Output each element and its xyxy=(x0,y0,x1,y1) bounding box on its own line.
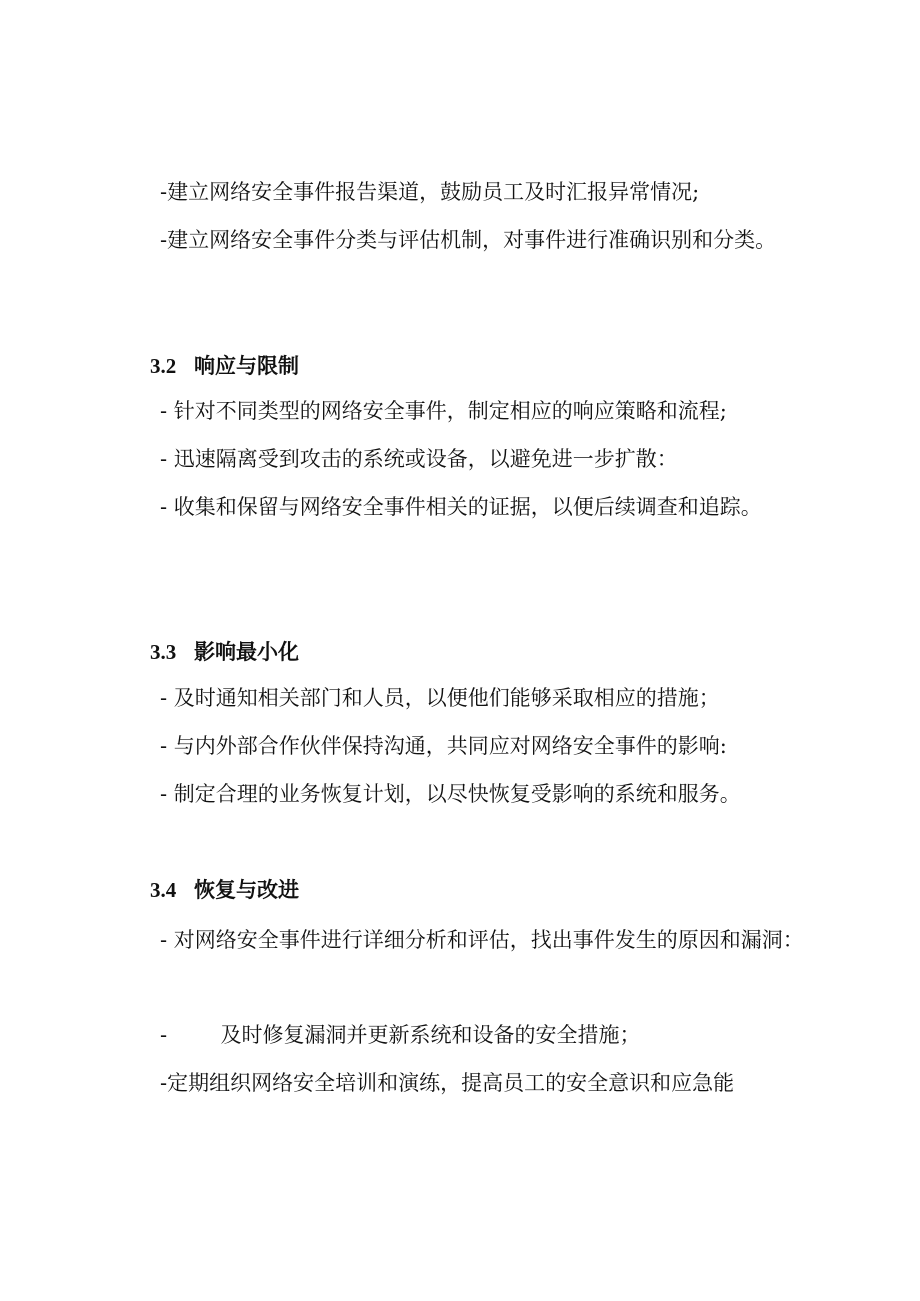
section-3-2-item-3: - 收集和保留与网络安全事件相关的证据，以便后续调查和追踪。 xyxy=(160,495,762,519)
intro-item-2: -建立网络安全事件分类与评估机制，对事件进行准确识别和分类。 xyxy=(160,228,777,252)
section-number: 3.3 xyxy=(150,640,177,664)
section-3-3-heading xyxy=(150,637,299,667)
section-title: 影响最小化 xyxy=(194,639,299,664)
section-title: 恢复与改进 xyxy=(194,877,299,902)
section-3-4-heading xyxy=(150,875,299,905)
section-3-3-item-2: - 与内外部合作伙伴保持沟通，共同应对网络安全事件的影响: xyxy=(160,734,727,758)
section-title: 响应与限制 xyxy=(194,353,299,378)
section-number: 3.2 xyxy=(150,354,177,378)
section-3-4-item-1: - 对网络安全事件进行详细分析和评估，找出事件发生的原因和漏洞： xyxy=(160,928,804,952)
section-3-4-item-2: - 及时修复漏洞并更新系统和设备的安全措施； xyxy=(160,1023,641,1047)
section-3-4-item-3: -定期组织网络安全培训和演练，提高员工的安全意识和应急能 xyxy=(160,1071,735,1095)
section-3-2-heading xyxy=(150,351,299,381)
section-3-3-item-3: - 制定合理的业务恢复计划，以尽快恢复受影响的系统和服务。 xyxy=(160,782,741,806)
section-3-3-item-1: - 及时通知相关部门和人员，以便他们能够采取相应的措施； xyxy=(160,686,720,710)
section-3-2-item-1: - 针对不同类型的网络安全事件，制定相应的响应策略和流程; xyxy=(160,399,727,423)
section-3-2-item-2: - 迅速隔离受到攻击的系统或设备，以避免进一步扩散： xyxy=(160,447,678,471)
intro-item-1: -建立网络安全事件报告渠道，鼓励员工及时汇报异常情况; xyxy=(160,180,700,204)
section-number: 3.4 xyxy=(150,878,177,902)
